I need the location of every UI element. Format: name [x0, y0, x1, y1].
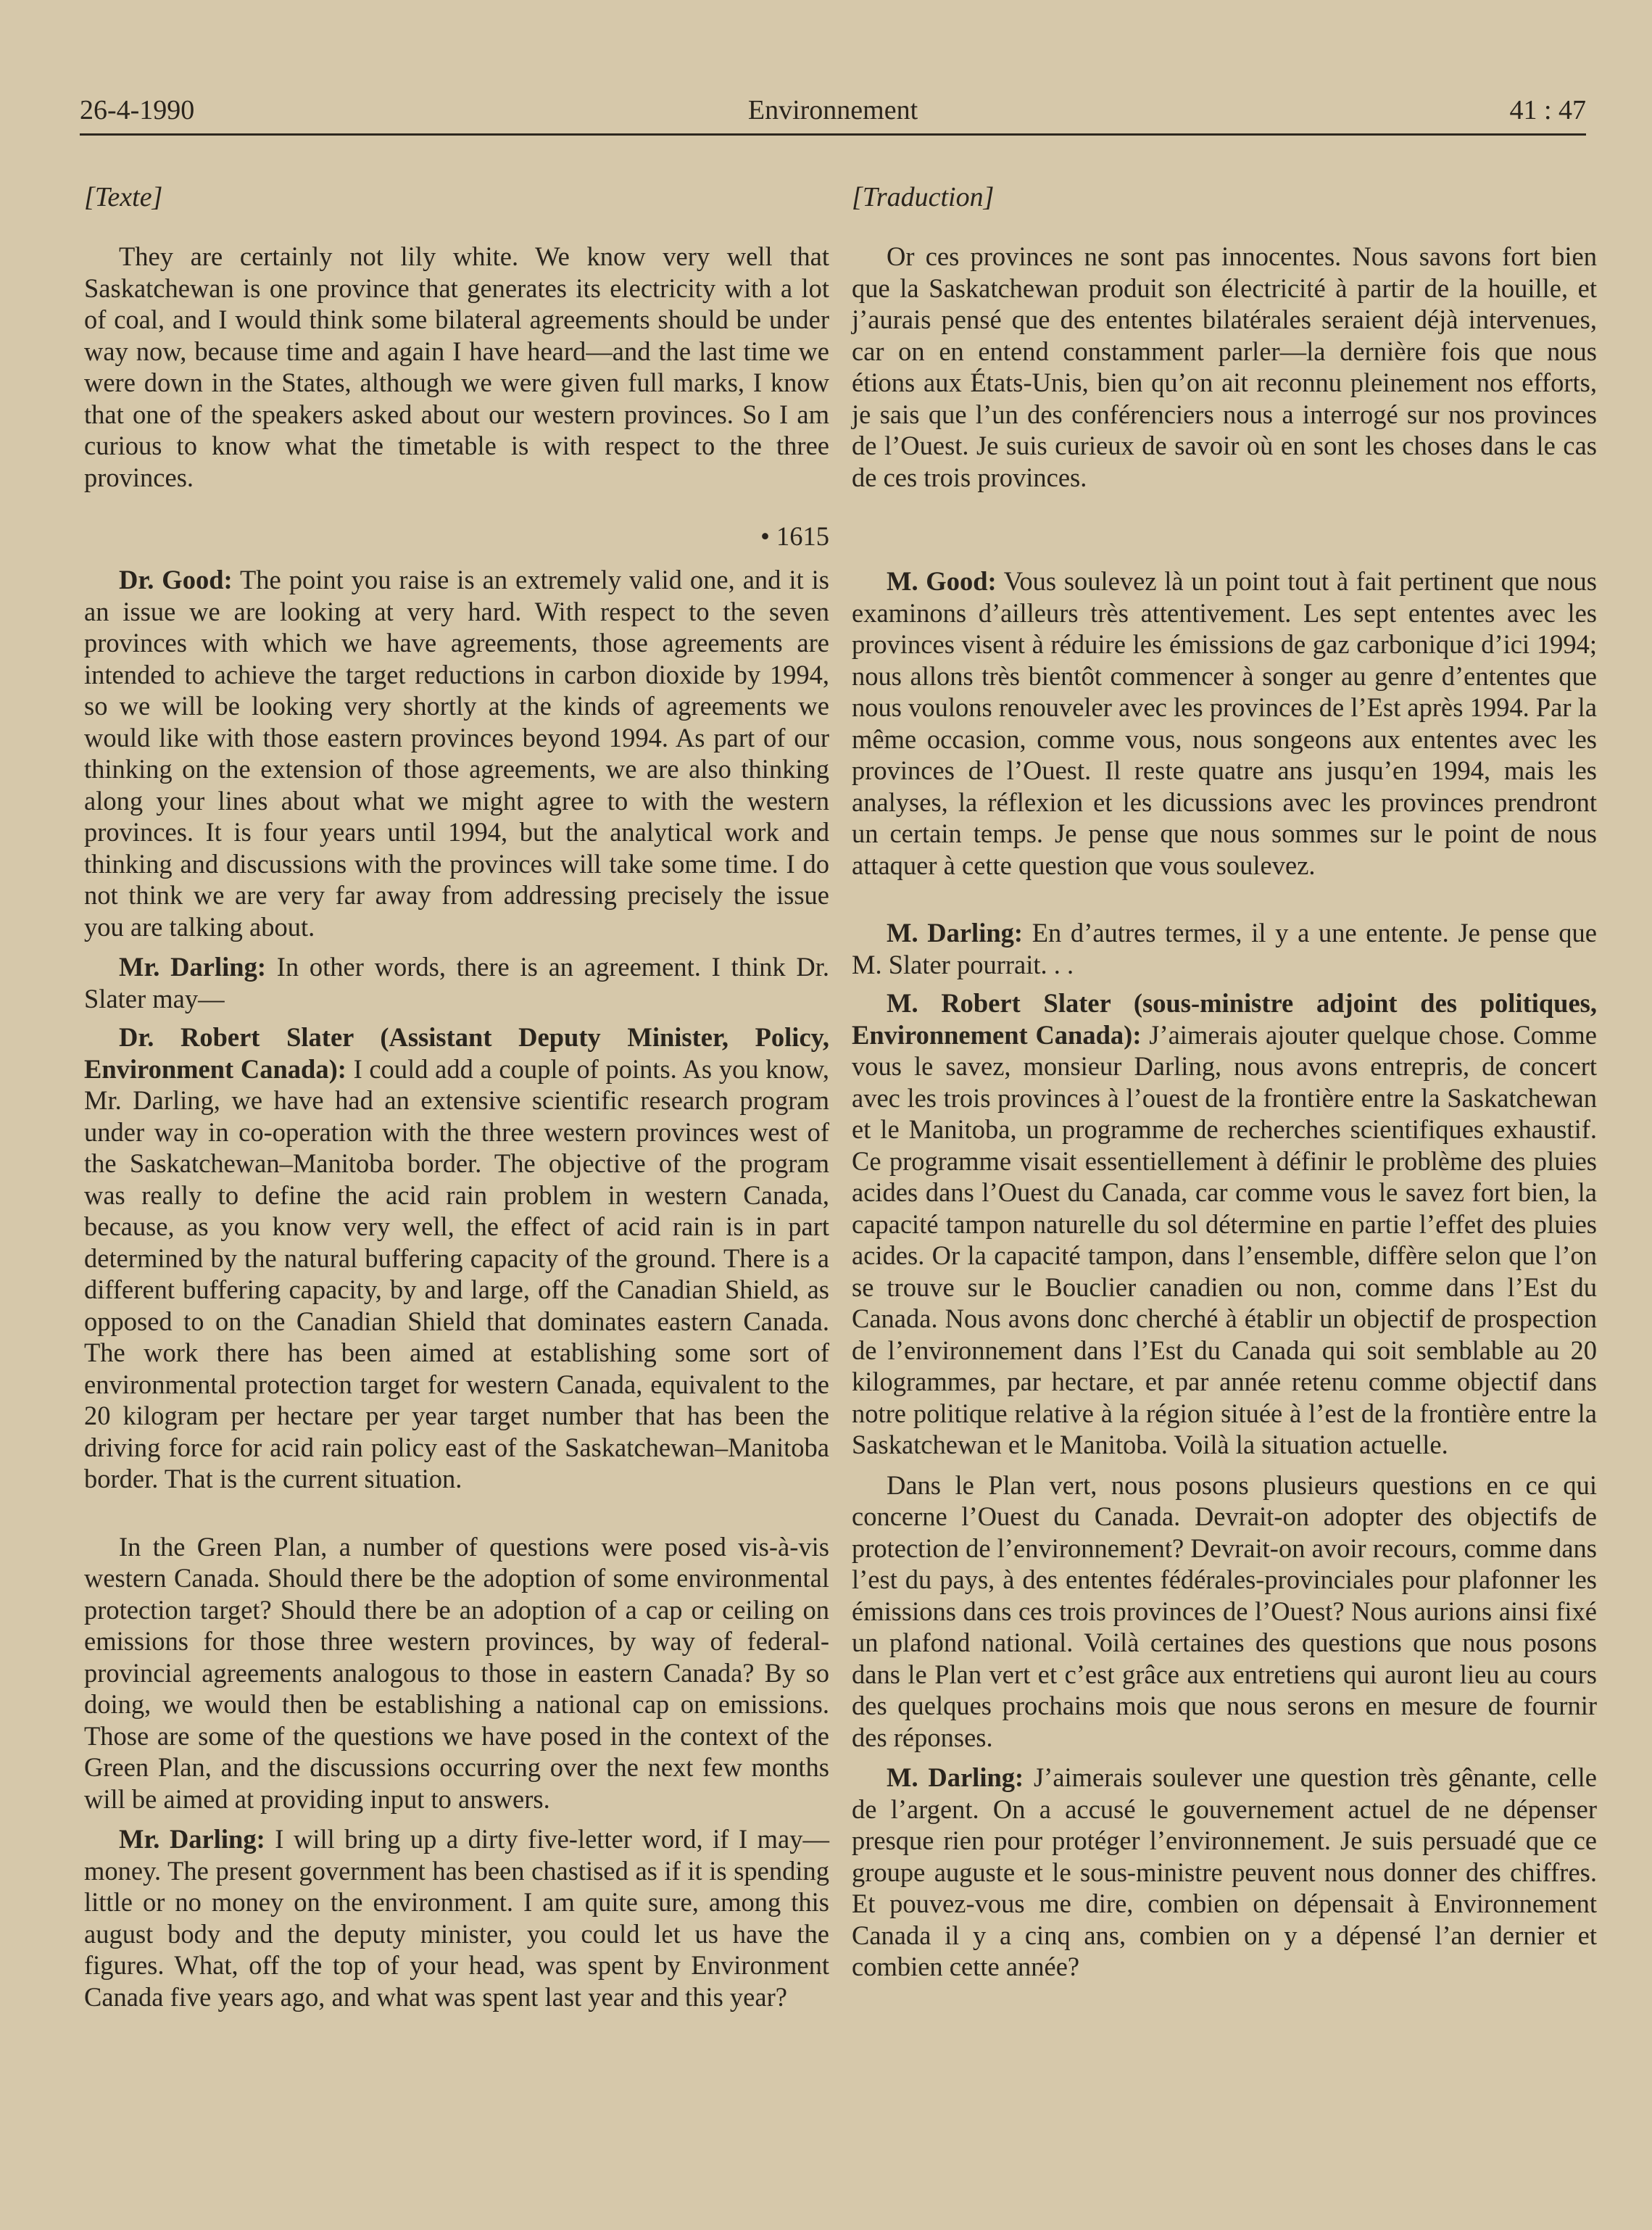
- english-paragraph-1: They are certainly not lily white. We know very well that Saskatchewan is one province that generates its electricity with a lot of coal, and I would think some bilateral agreements should be under way now, because time and again I have heard—and the last time we were down in the States, although we were given full marks, I know that one of the speakers asked about our western provinces. So I am curious to know what the timetable is with respect to the three provinces.: [84, 241, 829, 492]
- french-paragraph-darling-1: M. Darling: En d’autres termes, il y a une entente. Je pense que M. Slater pourrait. . .: [852, 918, 1598, 979]
- english-section-tag: [Texte]: [84, 182, 163, 212]
- english-column: [84, 181, 829, 2013]
- speaker-name: M. Robert Slater (sous-ministre adjoint des politiques, Environnement Canada):: [852, 988, 1597, 1050]
- english-paragraph-green-plan: In the Green Plan, a number of questions were posed vis-à-vis western Canada. Should there be the adoption of some environmental protection target? Should there be an adoption of a cap or ceiling on emissions for those three western provinces, by way of federal-provincial agreements analogous to those in eastern Canada? By so doing, we would then be establishing a national cap on emissions. Those are some of the questions we have posed in the context of the Green Plan, and the discussions occurring over the next few months will be aimed at providing input to answers.: [84, 1531, 829, 1814]
- speaker-name: Mr. Darling:: [119, 1824, 265, 1854]
- english-paragraph-darling-1: Mr. Darling: In other words, there is an agreement. I think Dr. Slater may—: [84, 952, 829, 1014]
- english-paragraph-good: Dr. Good: The point you raise is an extremely valid one, and it is an issue we are looking at very hard. With respect to the seven provinces with which we have agreements, those agreements are intended to achieve the target reductions in carbon dioxide by 1994, so we will be looking very shortly at the kinds of agreements we would like with those eastern provinces beyond 1994. As part of our thinking on the extension of those agreements, we are also thinking along your lines about what we might agree to with the western provinces. It is four years until 1994, but the analytical work and thinking and discussions with the provinces will take some time. I do not think we are very far away from addressing precisely the issue you are talking about.: [84, 565, 829, 942]
- french-paragraph-good: M. Good: Vous soulevez là un point tout à fait pertinent que nous examinons d’ailleurs très attentivement. Les sept ententes avec les provinces visent à réduire les émissions de gaz carbonique d’ici 1994; nous allons très bientôt commencer à songer au genre d’ententes que nous voulons renouveler avec les provinces de l’Est après 1994. Par la même occasion, comme vous, nous songeons aux ententes avec les provinces de l’Ouest. Il reste quatre ans jusqu’en 1994, mais les analyses, la réflexion et les dicussions avec les provinces prendront un certain temps. Je pense que nous sommes sur le point de nous attaquer à cette question que vous soulevez.: [852, 566, 1597, 880]
- time-marker: • 1615: [760, 521, 829, 551]
- english-paragraph-slater: Dr. Robert Slater (Assistant Deputy Minister, Policy, Environment Canada): I could add a couple of points. As you know, Mr. Darling, we have had an extensive scientific research program under way in co-operation with the three western provinces west of the Saskatchewan–Manitoba border. The objective of the program was really to define the acid rain problem in western Canada, because, as you know very well, the effect of acid rain is in part determined by the natural buffering capacity of the ground. There is a different buffering capacity, by and large, off the Canadian Shield, as opposed to on the Canadian Shield that dominates eastern Canada. The work there has been aimed at establishing some sort of environmental protection target for western Canada, equivalent to the 20 kilogram per hectare per year target number that has been the driving force for acid rain policy east of the Saskatchewan–Manitoba border. That is the current situation.: [84, 1022, 829, 1493]
- french-column: [852, 181, 1597, 1983]
- english-paragraph-darling-2: Mr. Darling: I will bring up a dirty five-letter word, if I may—money. The present government has been chastised as if it is spending little or no money on the environment. I am quite sure, among this august body and the deputy minister, you could let us have the figures. What, off the top of your head, was spent by Environment Canada five years ago, and what was spent last year and this year?: [84, 1824, 829, 2012]
- french-paragraph-darling-2: M. Darling: J’aimerais soulever une question très gênante, celle de l’argent. On a accusé le gouvernement actuel de ne dépenser presque rien pour protéger l’environnement. Je suis persuadé que ce groupe auguste et le sous-ministre peuvent nous donner des chiffres. Et pouvez-vous me dire, combien on dépensait à Environnement Canada il y a cinq ans, combien on y a dépensé l’an dernier et combien cette année?: [852, 1762, 1597, 1981]
- french-paragraph-slater: M. Robert Slater (sous-ministre adjoint des politiques, Environnement Canada): J’aimerais ajouter quelque chose. Comme vous le savez, monsieur Darling, nous avons entrepris, de concert avec les trois provinces à l’ouest de la frontière entre la Saskatchewan et le Manitoba, un programme de recherches scientifiques exhaustif. Ce programme visait essentiellement à définir le problème des pluies acides dans l’Ouest du Canada, car comme vous le savez fort bien, la capacité tampon naturelle du sol détermine en partie l’effet des pluies acides. Or la capacité tampon, dans l’ensemble, diffère selon que l’on se trouve sur le Bouclier canadien ou non, comme dans l’Est du Canada. Nous avons donc cherché à établir un objectif de prospection de l’environnement dans l’Est du Canada qui soit semblable au 20 kilogrammes, par hectare, et par année retenu comme objectif dans notre politique relative à la région située à l’est de la frontière entre la Saskatchewan et le Manitoba. Voilà la situation actuelle.: [852, 988, 1597, 1459]
- speaker-name: Mr. Darling:: [119, 952, 266, 982]
- french-paragraph-plan-vert: Dans le Plan vert, nous posons plusieurs questions en ce qui concerne l’Ouest du Canada. Devrait-on adopter des objectifs de protection de l’environnement? Devrait-on avoir recours, comme dans l’est du pays, à des ententes fédérales-provinciales pour plafonner les émissions dans ces trois provinces de l’Ouest? Nous aurions ainsi fixé un plafond national. Voilà certaines des questions que nous posons dans le Plan vert et c’est grâce aux entretiens qui auront lieu au cours des quelques prochains mois que nous serons en mesure de fournir des réponses.: [852, 1470, 1597, 1752]
- page-header: [80, 93, 1586, 136]
- french-section-tag: [Traduction]: [852, 182, 995, 212]
- header-page-number: 41 : 47: [1509, 95, 1586, 125]
- speaker-name: M. Good:: [887, 566, 997, 596]
- speaker-name: Dr. Robert Slater (Assistant Deputy Minister, Policy, Environment Canada):: [84, 1022, 829, 1084]
- speaker-name: M. Darling:: [887, 918, 1024, 948]
- header-date: 26-4-1990: [80, 95, 195, 125]
- speaker-name: M. Darling:: [887, 1762, 1024, 1792]
- header-title: Environnement: [747, 95, 918, 125]
- french-paragraph-1: Or ces provinces ne sont pas innocentes. Nous savons fort bien que la Saskatchewan produit son électricité à partir de la houille, et j’aurais pensé que des ententes bilatérales seraient déjà intervenues, car on en entend constamment parler—la dernière fois que nous étions aux États-Unis, bien qu’on ait reconnu pleinement nos efforts, je sais que l’un des conférenciers nous a interrogé sur nos provinces de l’Ouest. Je suis curieux de savoir où en sont les choses dans le cas de ces trois provinces.: [852, 241, 1597, 492]
- speaker-name: Dr. Good:: [119, 565, 233, 594]
